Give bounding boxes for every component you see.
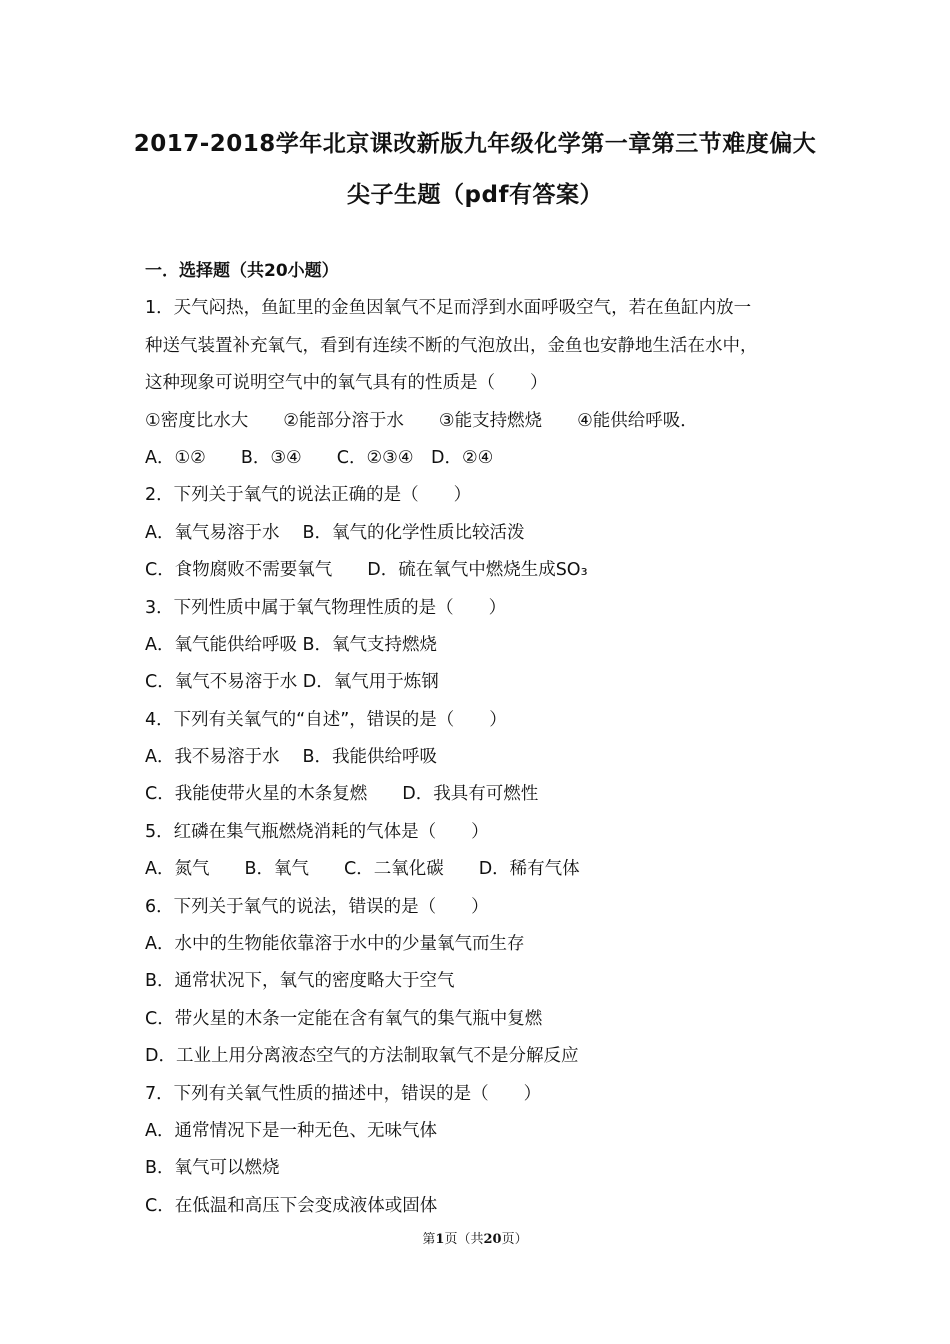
page-footer (0, 1228, 950, 1247)
text-line: A．氧气能供给呼吸 B．氧气支持燃烧 (145, 634, 438, 655)
text-line: C．在低温和高压下会变成液体或固体 (145, 1195, 438, 1216)
document-body (145, 258, 825, 1230)
text-line: B．通常状况下，氧气的密度略大于空气 (145, 971, 455, 992)
text-line: 种送气装置补充氧气，看到有连续不断的气泡放出，金鱼也安静地生活在水中， (145, 335, 758, 356)
text-line: 4．下列有关氧气的“自述”，错误的是（ ） (145, 709, 507, 730)
text-line: 1．天气闷热，鱼缸里的金鱼因氧气不足而浮到水面呼吸空气，若在鱼缸内放一 (145, 298, 752, 319)
text-line: ①密度比水大 ②能部分溶于水 ③能支持燃烧 ④能供给呼吸． (145, 410, 698, 431)
text-line: C．我能使带火星的木条复燃 D．我具有可燃性 (145, 784, 539, 805)
text-line: 7．下列有关氧气性质的描述中，错误的是（ ） (145, 1083, 542, 1104)
text-line: C．食物腐败不需要氧气 D．硫在氧气中燃烧生成SO₃ (145, 560, 588, 581)
section-heading: 一．选择题（共20小题） (145, 261, 339, 281)
text-line: A．①② B．③④ C．②③④ D．②④ (145, 447, 494, 468)
document-title-line-2: 尖子生题（pdf有答案） (347, 182, 603, 208)
text-line: A．我不易溶于水 B．我能供给呼吸 (145, 747, 438, 768)
footer-suffix: 页） (501, 1232, 528, 1247)
footer-page-total: 20 (483, 1232, 502, 1247)
footer-page-number: 1 (435, 1232, 445, 1247)
text-line: 3．下列性质中属于氧气物理性质的是（ ） (145, 597, 507, 618)
footer-middle: 页（共 (444, 1232, 484, 1247)
text-line: A．水中的生物能依靠溶于水中的少量氧气而生存 (145, 934, 525, 955)
text-line: A．氮气 B．氧气 C．二氧化碳 D．稀有气体 (145, 859, 580, 880)
text-line: 5．红磷在集气瓶燃烧消耗的气体是（ ） (145, 821, 489, 842)
text-line: B．氧气可以燃烧 (145, 1158, 280, 1179)
text-line: 这种现象可说明空气中的氧气具有的性质是（ ） (145, 373, 548, 394)
document-title-line-1: 2017-2018学年北京课改新版九年级化学第一章第三节难度偏大 (133, 131, 817, 157)
text-line: D．工业上用分离液态空气的方法制取氧气不是分解反应 (145, 1046, 579, 1067)
text-line: A．通常情况下是一种无色、无味气体 (145, 1120, 437, 1141)
text-line: C．氧气不易溶于水 D．氧气用于炼钢 (145, 672, 439, 693)
text-line: 2．下列关于氧气的说法正确的是（ ） (145, 485, 472, 506)
text-line: A．氧气易溶于水 B．氧气的化学性质比较活泼 (145, 522, 525, 543)
footer-prefix: 第 (422, 1232, 436, 1247)
text-line: 6．下列关于氧气的说法，错误的是（ ） (145, 896, 489, 917)
text-line: C．带火星的木条一定能在含有氧气的集气瓶中复燃 (145, 1008, 543, 1029)
